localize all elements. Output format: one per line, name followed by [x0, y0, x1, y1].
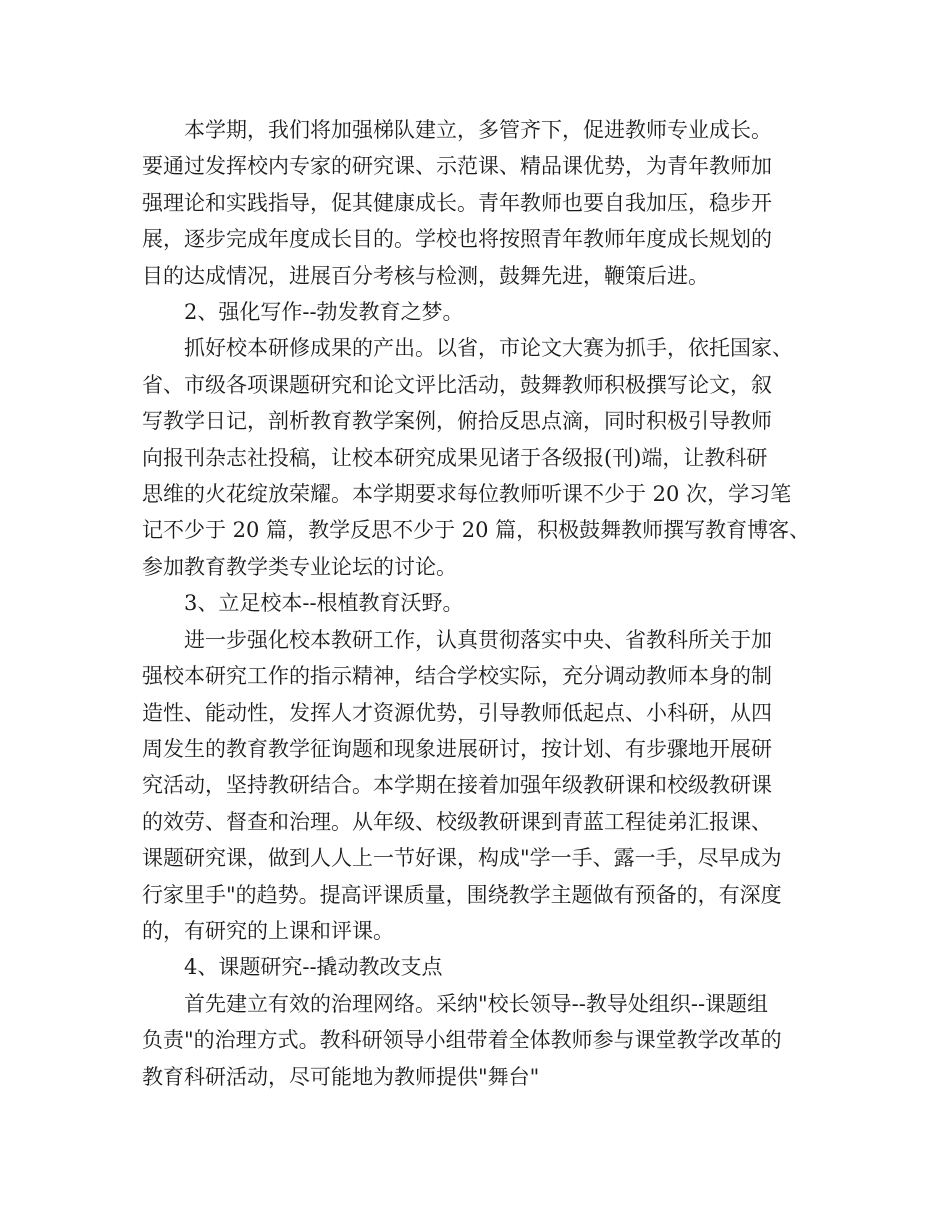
paragraph-writing [142, 330, 822, 585]
text-line: 课题研究课，做到人人上一节好课，构成"学一手、露一手，尽早成为 [142, 846, 782, 871]
text-line: 教育科研活动，尽可能地为教师提供"舞台" [142, 1064, 540, 1089]
text-line: 本学期，我们将加强梯队建立，多管齐下，促进教师专业成长。 [184, 118, 772, 142]
text-line: 强校本研究工作的指示精神，结合学校实际，充分调动教师本身的制 [142, 664, 772, 689]
text-line: 进一步强化校本教研工作，认真贯彻落实中央、省教科所关于加 [184, 627, 772, 652]
text-line: 强理论和实践指导，促其健康成长。青年教师也要自我加压，稳步开 [142, 190, 772, 215]
text-line: 记不少于 20 篇，教学反思不少于 20 篇，积极鼓舞教师撰写教育博客、 [142, 518, 811, 543]
text-line: 行家里手"的趋势。提高评课质量，围绕教学主题做有预备的，有深度 [142, 882, 782, 907]
section-heading-research [142, 949, 822, 985]
text-line: 抓好校本研修成果的产出。以省，市论文大赛为抓手，依托国家、 [184, 336, 793, 361]
heading-line: 2、强化写作--勃发教育之梦。 [184, 300, 464, 325]
text-line: 省、市级各项课题研究和论文评比活动，鼓舞教师积极撰写论文，叙 [142, 372, 772, 397]
section-heading-school-based [142, 585, 822, 621]
paragraph-school-based [142, 622, 822, 950]
text-line: 目的达成情况，进展百分考核与检测，鼓舞先进，鞭策后进。 [142, 263, 709, 288]
paragraph-teacher-growth [142, 112, 822, 294]
text-line: 的，有研究的上课和评课。 [142, 918, 394, 943]
paragraph-research [142, 986, 822, 1095]
text-line: 造性、能动性，发挥人才资源优势，引导教师低起点、小科研，从四 [142, 700, 772, 725]
heading-line: 4、课题研究--撬动教改支点 [184, 955, 443, 980]
text-line: 首先建立有效的治理网络。采纳"校长领导--教导处组织--课题组 [184, 991, 769, 1016]
text-line: 参加教育教学类专业论坛的讨论。 [142, 554, 457, 579]
text-line: 思维的火花绽放荣耀。本学期要求每位教师听课不少于 20 次，学习笔 [142, 482, 792, 507]
text-line: 要通过发挥校内专家的研究课、示范课、精品课优势，为青年教师加 [142, 154, 772, 179]
document-page [142, 112, 822, 1095]
text-line: 向报刊杂志社投稿，让校本研究成果见诸于各级报(刊)端，让教科研 [142, 445, 768, 470]
text-line: 究活动，坚持教研结合。本学期在接着加强年级教研课和校级教研课 [142, 773, 772, 798]
text-line: 展，逐步完成年度成长目的。学校也将按照青年教师年度成长规划的 [142, 227, 772, 252]
section-heading-writing [142, 294, 822, 330]
text-line: 负责"的治理方式。教科研领导小组带着全体教师参与课堂教学改革的 [142, 1028, 782, 1053]
text-line: 周发生的教育教学征询题和现象进展研讨，按计划、有步骤地开展研 [142, 736, 772, 761]
heading-line: 3、立足校本--根植教育沃野。 [184, 591, 464, 616]
text-line: 写教学日记，剖析教育教学案例，俯拾反思点滴，同时积极引导教师 [142, 409, 772, 434]
text-line: 的效劳、督查和治理。从年级、校级教研课到青蓝工程徒弟汇报课、 [142, 809, 772, 834]
